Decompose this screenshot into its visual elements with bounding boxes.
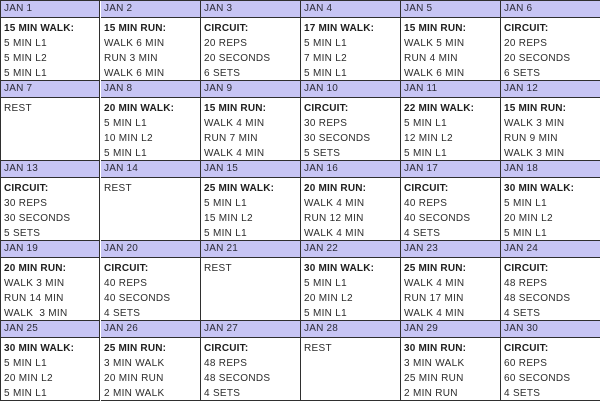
workout-details [201, 258, 300, 276]
day-cell [501, 161, 600, 241]
workout-title: CIRCUIT: [504, 23, 549, 34]
workout-step: 7 MIN L2 [304, 53, 347, 64]
workout-details [501, 178, 600, 241]
date-label: JAN 12 [501, 81, 600, 98]
workout-step: 40 SECONDS [404, 213, 471, 224]
workout-step: 5 MIN L1 [204, 198, 247, 209]
day-cell [201, 241, 301, 321]
workout-step: RUN 7 MIN [204, 133, 258, 144]
workout-details [301, 178, 400, 241]
workout-details [201, 178, 300, 241]
workout-title: 20 MIN WALK: [104, 103, 175, 114]
date-label: JAN 20 [101, 241, 200, 258]
workout-step: 48 SECONDS [504, 293, 571, 304]
workout-details [201, 18, 300, 81]
workout-step: 30 REPS [304, 118, 348, 129]
workout-title: CIRCUIT: [104, 263, 149, 274]
workout-details [101, 258, 200, 321]
workout-step: RUN 17 MIN [404, 293, 464, 304]
workout-step: WALK 6 MIN [104, 68, 165, 79]
workout-details [1, 98, 99, 116]
workout-step: 4 SETS [104, 308, 141, 319]
workout-step: WALK 3 MIN [504, 148, 565, 159]
day-cell [101, 81, 201, 161]
date-label: JAN 28 [301, 321, 400, 338]
workout-step: 5 MIN L1 [404, 148, 447, 159]
date-label: JAN 18 [501, 161, 600, 178]
workout-title: CIRCUIT: [204, 23, 249, 34]
workout-title: 25 MIN WALK: [204, 183, 275, 194]
date-label: JAN 23 [401, 241, 500, 258]
workout-details [201, 98, 300, 161]
date-label: JAN 8 [101, 81, 200, 98]
workout-step: WALK 4 MIN [304, 198, 365, 209]
workout-title: 30 MIN WALK: [504, 183, 575, 194]
day-cell [101, 241, 201, 321]
workout-details [301, 258, 400, 321]
workout-step: WALK 3 MIN [504, 118, 565, 129]
workout-step: 20 SECONDS [204, 53, 271, 64]
workout-step: 20 REPS [204, 38, 248, 49]
workout-details [301, 98, 400, 161]
workout-step: 60 SECONDS [504, 373, 571, 384]
workout-step: WALK 3 MIN [4, 278, 65, 289]
date-label: JAN 21 [201, 241, 300, 258]
workout-step: 2 MIN WALK [104, 388, 165, 399]
workout-step: 5 MIN L1 [504, 228, 547, 239]
workout-step: 20 MIN L2 [4, 373, 53, 384]
date-label: JAN 24 [501, 241, 600, 258]
workout-step: WALK 4 MIN [404, 278, 465, 289]
workout-step: 5 MIN L1 [304, 308, 347, 319]
workout-step: 40 REPS [404, 198, 448, 209]
workout-step: 25 MIN RUN [404, 373, 464, 384]
date-label: JAN 4 [301, 1, 400, 18]
workout-step: WALK 4 MIN [204, 148, 265, 159]
workout-title: 25 MIN RUN: [404, 263, 467, 274]
date-label: JAN 10 [301, 81, 400, 98]
day-cell [401, 1, 501, 81]
workout-step: 40 SECONDS [104, 293, 171, 304]
workout-step: 5 MIN L1 [4, 388, 47, 399]
workout-title: 15 MIN RUN: [104, 23, 167, 34]
workout-details [101, 98, 200, 161]
week-row [1, 81, 600, 161]
workout-step: 4 SETS [204, 388, 241, 399]
workout-title: CIRCUIT: [304, 103, 349, 114]
workout-title: 20 MIN RUN: [4, 263, 67, 274]
workout-step: WALK 6 MIN [404, 68, 465, 79]
date-label: JAN 27 [201, 321, 300, 338]
workout-step: 6 SETS [204, 68, 241, 79]
day-cell [1, 161, 100, 241]
workout-step: 20 MIN L2 [504, 213, 553, 224]
day-cell [1, 1, 100, 81]
workout-step: 5 MIN L1 [204, 228, 247, 239]
workout-step: 4 SETS [504, 308, 541, 319]
workout-details [501, 18, 600, 81]
date-label: JAN 5 [401, 1, 500, 18]
date-label: JAN 30 [501, 321, 600, 338]
workout-details [201, 338, 300, 401]
day-cell [201, 161, 301, 241]
workout-step: 10 MIN L2 [104, 133, 153, 144]
workout-details [1, 18, 99, 81]
workout-title: 25 MIN RUN: [104, 343, 167, 354]
workout-step: 30 REPS [4, 198, 48, 209]
day-cell [301, 321, 401, 401]
day-cell [201, 1, 301, 81]
week-row [1, 161, 600, 241]
date-label: JAN 9 [201, 81, 300, 98]
workout-title: CIRCUIT: [504, 263, 549, 274]
day-cell [301, 1, 401, 81]
workout-title: 15 MIN RUN: [504, 103, 567, 114]
date-label: JAN 2 [101, 1, 200, 18]
workout-details [501, 98, 600, 161]
workout-step: 30 SECONDS [304, 133, 371, 144]
day-cell [501, 241, 600, 321]
workout-details [101, 338, 200, 401]
workout-step: 3 MIN WALK [104, 358, 165, 369]
workout-step: 40 REPS [104, 278, 148, 289]
workout-step: WALK 3 MIN [4, 308, 68, 319]
workout-title: CIRCUIT: [404, 183, 449, 194]
workout-details [301, 18, 400, 81]
workout-step: 12 MIN L2 [404, 133, 453, 144]
workout-step: 20 MIN L2 [304, 293, 353, 304]
day-cell [101, 321, 201, 401]
date-label: JAN 29 [401, 321, 500, 338]
workout-details [401, 18, 500, 81]
date-label: JAN 26 [101, 321, 200, 338]
workout-step: 20 MIN RUN [104, 373, 164, 384]
workout-details [1, 338, 99, 401]
workout-title: 22 MIN WALK: [404, 103, 475, 114]
week-row [1, 321, 600, 401]
workout-step: 5 MIN L1 [104, 118, 147, 129]
date-label: JAN 1 [1, 1, 99, 18]
workout-details [1, 178, 99, 241]
date-label: JAN 19 [1, 241, 99, 258]
date-label: JAN 15 [201, 161, 300, 178]
workout-step: 5 MIN L1 [104, 148, 147, 159]
day-cell [301, 81, 401, 161]
date-label: JAN 17 [401, 161, 500, 178]
workout-step: RUN 12 MIN [304, 213, 364, 224]
date-label: JAN 22 [301, 241, 400, 258]
workout-step: 48 REPS [504, 278, 548, 289]
day-cell [201, 321, 301, 401]
day-cell [401, 81, 501, 161]
workout-step: 5 MIN L1 [4, 38, 47, 49]
workout-title: 15 MIN WALK: [4, 23, 75, 34]
day-cell [501, 321, 600, 401]
day-cell [501, 1, 600, 81]
workout-step: 5 MIN L2 [4, 53, 47, 64]
date-label: JAN 3 [201, 1, 300, 18]
workout-step: 5 MIN L1 [304, 38, 347, 49]
rest-label: REST [104, 183, 132, 194]
workout-step: 5 SETS [4, 228, 41, 239]
day-cell [1, 81, 100, 161]
date-label: JAN 25 [1, 321, 99, 338]
workout-details [401, 98, 500, 161]
workout-step: 5 SETS [304, 148, 341, 159]
workout-step: 6 SETS [504, 68, 541, 79]
day-cell [401, 321, 501, 401]
workout-step: 5 MIN L1 [504, 198, 547, 209]
week-row [1, 241, 600, 321]
workout-step: WALK 4 MIN [304, 228, 365, 239]
workout-title: 20 MIN RUN: [304, 183, 367, 194]
date-label: JAN 13 [1, 161, 99, 178]
day-cell [1, 321, 100, 401]
workout-step: WALK 4 MIN [404, 308, 465, 319]
workout-step: RUN 4 MIN [404, 53, 458, 64]
workout-details [301, 338, 400, 356]
day-cell [501, 81, 600, 161]
workout-title: 30 MIN RUN: [404, 343, 467, 354]
workout-step: 5 MIN L1 [304, 278, 347, 289]
workout-details [101, 178, 200, 196]
date-label: JAN 14 [101, 161, 200, 178]
workout-step: 15 MIN L2 [204, 213, 253, 224]
day-cell [201, 81, 301, 161]
day-cell [101, 161, 201, 241]
workout-step: WALK 4 MIN [204, 118, 265, 129]
rest-label: REST [204, 263, 232, 274]
workout-details [101, 18, 200, 81]
workout-step: 20 REPS [504, 38, 548, 49]
workout-step: WALK 5 MIN [404, 38, 465, 49]
workout-details [401, 338, 500, 401]
workout-step: 4 SETS [404, 228, 441, 239]
workout-title: 15 MIN RUN: [204, 103, 267, 114]
day-cell [301, 241, 401, 321]
workout-step: WALK 6 MIN [104, 38, 165, 49]
day-cell [1, 241, 100, 321]
date-label: JAN 7 [1, 81, 99, 98]
workout-step: 5 MIN L1 [4, 358, 47, 369]
day-cell [401, 241, 501, 321]
workout-title: 30 MIN WALK: [4, 343, 75, 354]
workout-title: CIRCUIT: [504, 343, 549, 354]
rest-label: REST [304, 343, 332, 354]
workout-step: 60 REPS [504, 358, 548, 369]
workout-title: 30 MIN WALK: [304, 263, 375, 274]
workout-details [401, 178, 500, 241]
workout-step: 20 SECONDS [504, 53, 571, 64]
day-cell [101, 1, 201, 81]
workout-step: RUN 3 MIN [104, 53, 158, 64]
day-cell [401, 161, 501, 241]
workout-details [501, 258, 600, 321]
workout-step: 5 MIN L1 [304, 68, 347, 79]
workout-step: RUN 14 MIN [4, 293, 64, 304]
date-label: JAN 6 [501, 1, 600, 18]
workout-step: 5 MIN L1 [404, 118, 447, 129]
week-row [1, 1, 600, 81]
workout-title: CIRCUIT: [4, 183, 49, 194]
workout-step: 48 SECONDS [204, 373, 271, 384]
workout-step: 4 SETS [504, 388, 541, 399]
workout-step: 3 MIN WALK [404, 358, 465, 369]
workout-step: 2 MIN RUN [404, 388, 458, 399]
workout-step: 5 MIN L1 [4, 68, 47, 79]
workout-step: 30 SECONDS [4, 213, 71, 224]
date-label: JAN 16 [301, 161, 400, 178]
workout-details [501, 338, 600, 401]
workout-step: 48 REPS [204, 358, 248, 369]
workout-title: CIRCUIT: [204, 343, 249, 354]
workout-step: RUN 9 MIN [504, 133, 558, 144]
workout-title: 17 MIN WALK: [304, 23, 375, 34]
rest-label: REST [4, 103, 32, 114]
date-label: JAN 11 [401, 81, 500, 98]
workout-title: 15 MIN RUN: [404, 23, 467, 34]
workout-details [401, 258, 500, 321]
workout-details [1, 258, 99, 321]
day-cell [301, 161, 401, 241]
